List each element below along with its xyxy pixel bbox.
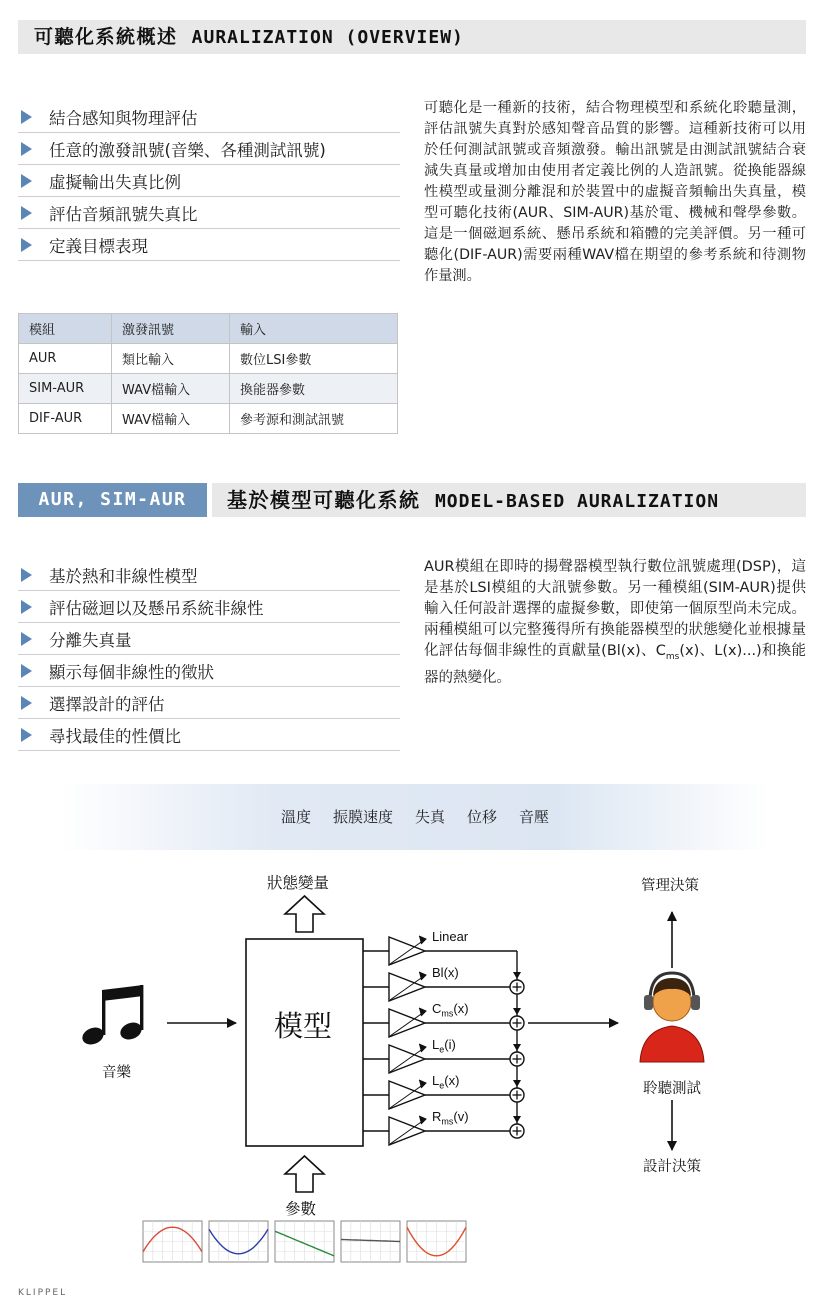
listening-test-label: 聆聽測試: [643, 1081, 701, 1097]
s1-bullet-item: [18, 197, 400, 229]
s1-bullet-item: [18, 133, 400, 165]
s2-bullet-item: [18, 623, 400, 655]
table-cell: WAV檔輸入: [112, 404, 230, 434]
s1-bullet-text: 評估音頻訊號失真比: [49, 204, 198, 224]
branch-label: [432, 929, 468, 947]
music-note-icon: [80, 985, 144, 1048]
triangle-bullet-icon: [21, 142, 32, 156]
table-header-row: [19, 314, 398, 344]
triangle-bullet-icon: [21, 600, 32, 614]
branch-label-main: C: [432, 1001, 442, 1016]
table-cell: WAV檔輸入: [112, 374, 230, 404]
state-variable-item: 音壓: [519, 808, 550, 826]
branch-label-tail: (x): [453, 1001, 469, 1016]
bus-arrowhead: [513, 1008, 521, 1015]
s2-bullet-text: 評估磁迴以及懸吊系統非線性: [49, 598, 264, 618]
section2-title-en: MODEL-BASED AURALIZATION: [434, 491, 720, 512]
branch-label-sub: e: [439, 1080, 445, 1091]
branch-label-tail: (x): [444, 1073, 460, 1088]
table-cell: DIF-AUR: [19, 404, 112, 434]
section2-bullet-list: [18, 559, 400, 751]
footer-brand: KLIPPEL: [18, 1288, 68, 1298]
bus-arrowhead: [513, 1080, 521, 1087]
cms-subscript: ms: [665, 651, 680, 662]
bus-arrowhead: [513, 1044, 521, 1051]
section2-paragraph: [424, 557, 806, 689]
triangle-bullet-icon: [21, 568, 32, 582]
s2-bullet-item: [18, 559, 400, 591]
parameter-label: 參數: [285, 1200, 317, 1218]
table-cell: SIM-AUR: [19, 374, 112, 404]
table-row: [19, 344, 398, 374]
table-cell: 換能器參數: [230, 374, 398, 404]
s1-bullet-text: 虛擬輸出失真比例: [49, 172, 181, 192]
branch-label-tail: (x): [443, 965, 459, 980]
management-decision-label: 管理決策: [641, 878, 699, 894]
module-table: [18, 313, 398, 434]
s2-bullet-text: 基於熱和非線性模型: [49, 566, 198, 586]
section2-paragraph-pre: AUR模組在即時的揚聲器模型執行數位訊號處理(DSP)，這是基於LSI模組的大訊號參數。另一種模組(SIM-AUR)提供輸入任何設計選擇的虛擬參數，即使第一個原型尚未完成。兩種模組可以完整獲得所有換能器模型的狀態變化並根據量化評估每個非線性的貢獻量(Bl(x)、C: [424, 559, 806, 659]
table-row: [19, 374, 398, 404]
section1-paragraph: 可聽化是一種新的技術，結合物理模型和系統化聆聽量測，評估訊號失真對於感知聲音品質的影響。這種新技術可以用於任何測試訊號或音頻激發。輸出訊號是由測試訊號結合衰減失真量或增加由使用者定義比例的人造訊號。從換能器線性模型或量測分離混和於裝置中的虛擬音頻輸出失真量，模型可聽化技術(AUR、SIM-AUR)基於電、機械和聲學參數。這是一個磁迴系統、懸吊系統和箱體的完美評價。另一種可聽化(DIF-AUR)需要兩種WAV檔在期望的參考系統和待測物作量測。: [424, 100, 806, 284]
table-header-cell: 輸入: [230, 314, 398, 344]
branch-label-tail: (v): [453, 1109, 469, 1124]
section2-title-zh: 基於模型可聽化系統: [227, 488, 421, 512]
model-label: 模型: [274, 1009, 333, 1043]
state-variable-item: 溫度: [280, 808, 311, 826]
table-header-cell: 激發訊號: [112, 314, 230, 344]
design-decision-label: 設計決策: [643, 1159, 701, 1175]
triangle-bullet-icon: [21, 110, 32, 124]
listener-headphones-icon: [640, 973, 704, 1062]
state-variable-item: 振膜速度: [332, 808, 393, 826]
bus-arrowhead: [513, 972, 521, 979]
section1-title-zh: 可聽化系統概述: [34, 26, 178, 48]
s2-bullet-item: [18, 655, 400, 687]
triangle-bullet-icon: [21, 728, 32, 742]
s1-bullet-item: [18, 165, 400, 197]
branch-label-main: L: [432, 1037, 440, 1052]
table-cell: 類比輸入: [112, 344, 230, 374]
section2-paragraph-post: (x)、L(x)...)和換能器的熱變化。: [424, 643, 807, 686]
s1-bullet-text: 結合感知與物理評估: [49, 108, 198, 128]
section1-header: [18, 20, 806, 54]
table-cell: AUR: [19, 344, 112, 374]
s1-bullet-item: [18, 101, 400, 133]
s2-bullet-item: [18, 687, 400, 719]
state-variable-item: 失真: [414, 808, 445, 826]
bus-arrowhead: [513, 1116, 521, 1123]
state-variable-band: [60, 784, 770, 850]
parameter-curve-thumbnails: [143, 1221, 466, 1262]
table-cell: 參考源和測試訊號: [230, 404, 398, 434]
table-header-cell: 模組: [19, 314, 112, 344]
triangle-bullet-icon: [21, 206, 32, 220]
branch-label: [432, 1073, 459, 1091]
triangle-bullet-icon: [21, 238, 32, 252]
branch-label-sub: e: [439, 1044, 445, 1055]
s1-bullet-text: 定義目標表現: [49, 236, 148, 256]
section2-badge: AUR, SIM-AUR: [18, 483, 207, 517]
s2-bullet-text: 選擇設計的評估: [49, 694, 165, 714]
section1-title-en: AURALIZATION (OVERVIEW): [191, 27, 464, 48]
state-output-arrow-icon: [285, 896, 324, 932]
branch-label-tail: (i): [444, 1037, 456, 1052]
branch-label-main: R: [432, 1109, 442, 1124]
s2-bullet-item: [18, 591, 400, 623]
s2-bullet-item: [18, 719, 400, 751]
triangle-bullet-icon: [21, 696, 32, 710]
state-variable-item: 位移: [467, 808, 498, 826]
table-cell: 數位LSI參數: [230, 344, 398, 374]
s2-bullet-text: 分離失真量: [49, 630, 132, 650]
music-label: 音樂: [102, 1065, 131, 1081]
triangle-bullet-icon: [21, 664, 32, 678]
parameter-input-arrow-icon: [285, 1156, 324, 1192]
branch-label-main: Linear: [432, 929, 469, 944]
branch-label: [432, 965, 459, 983]
state-variable-list: [60, 784, 770, 850]
s2-bullet-text: 尋找最佳的性價比: [49, 726, 181, 746]
branch-label: [432, 1001, 469, 1019]
section2-header: [212, 483, 806, 517]
s1-bullet-item: [18, 229, 400, 261]
branch-label-main: L: [432, 1073, 440, 1088]
branch-label-main: Bl: [432, 965, 444, 980]
branch-label-sub: ms: [441, 1116, 454, 1127]
triangle-bullet-icon: [21, 174, 32, 188]
s1-bullet-text: 任意的激發訊號(音樂、各種測試訊號): [49, 140, 326, 160]
state-variable-label: 狀態變量: [267, 874, 330, 892]
triangle-bullet-icon: [21, 632, 32, 646]
branch-label: [432, 1109, 469, 1127]
branch-label: [432, 1037, 456, 1055]
s2-bullet-text: 顯示每個非線性的徵狀: [49, 662, 214, 682]
table-row: [19, 404, 398, 434]
section1-bullet-list: [18, 101, 400, 261]
branch-label-sub: ms: [441, 1008, 454, 1019]
